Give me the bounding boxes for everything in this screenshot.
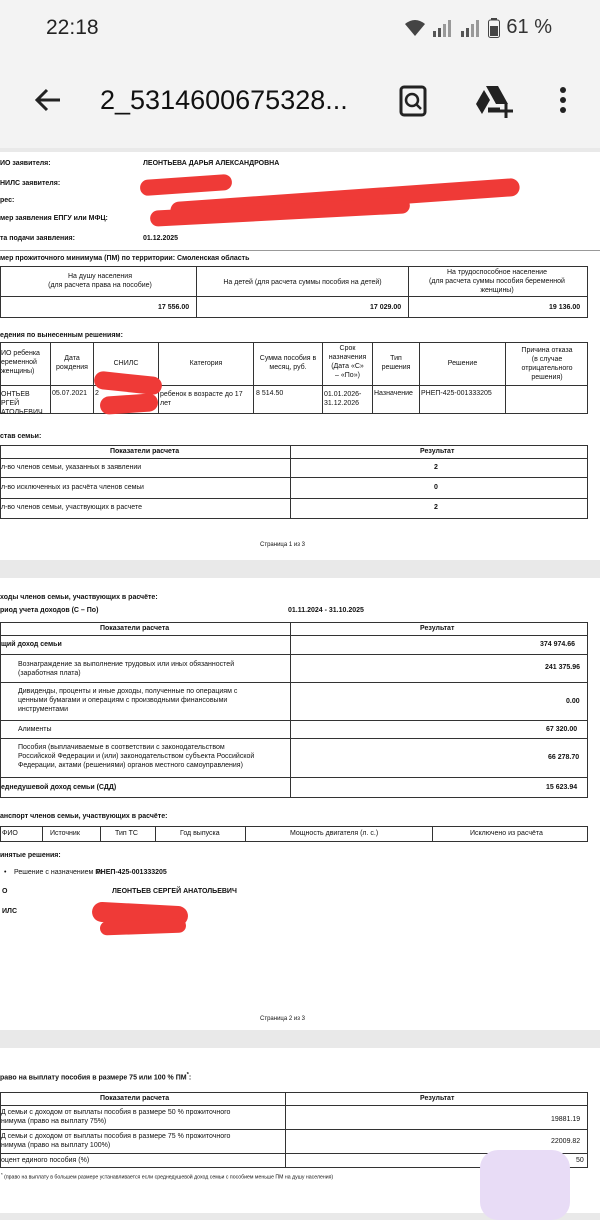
family-row-value: 2 [434,504,438,511]
dec-child-category: ребенок в возрасте до 17 лет [160,391,243,407]
divider [0,738,588,739]
entitlement-row-label: Д семьи с доходом от выплаты пособия в размере 50 % прожиточного нимума (право на выплату 75%) [1,1109,231,1125]
applicant-name-value: ЛЕОНТЬЕВА ДАРЬЯ АЛЕКСАНДРОВНА [143,160,280,167]
page-footer: Страница 2 из 3 [260,1016,305,1022]
divider [50,342,51,414]
redaction-mark [100,919,186,936]
application-number-label: мер заявления ЕПГУ или МФЦ: [0,215,108,222]
redaction-mark [140,174,233,196]
divider [0,1105,588,1106]
signal-icon [432,19,454,37]
family-row-value: 2 [434,464,438,471]
divider [0,458,588,459]
period-value: 01.11.2024 - 31.10.2025 [288,607,364,614]
battery-percent: 61 % [506,16,552,38]
divider [0,720,588,721]
divider [290,445,291,519]
family-row-label: л-во членов семьи, участвующих в расчете [1,504,142,511]
income-header-indicators: Показатели расчета [100,625,170,632]
decision-bullet: • [4,869,7,876]
divider [408,266,409,318]
dec-header-amount: Сумма пособия в месяц, руб. [259,355,317,371]
dec-child-birth: 05.07.2021 [52,390,88,397]
entitlement-header-result: Результат [420,1095,455,1102]
transport-header: Мощность двигателя (л. с.) [290,830,379,837]
dec-header-snils: СНИЛС [113,360,139,367]
income-row-label: Вознаграждение за выполнение трудовых или иных обязанностей (заработная плата) [18,661,235,677]
family-header-result: Результат [420,448,455,455]
battery-icon [488,18,500,38]
entitlement-row-value: 19881.19 [551,1116,581,1123]
snils-label: ИЛС [2,908,17,915]
income-row-label: Алименты [18,726,52,733]
decisions-title: едения по вынесенным решениям: [0,332,123,339]
family-row-label: л-во исключенных из расчёта членов семьи [1,484,144,491]
entitlement-row-value: 22009.82 [551,1138,581,1145]
divider [0,296,588,297]
divider [155,826,156,842]
decisions-title: инятые решения: [0,852,61,859]
divider [0,385,588,386]
application-date-label: та подачи заявления: [0,235,75,242]
pm-header-per-capita: На душу населения (для расчета права на пособие) [48,273,152,289]
income-header-result: Результат [420,625,455,632]
search-document-icon[interactable] [396,84,430,118]
divider [245,826,246,842]
divider [0,250,600,251]
decisions-table [0,342,588,414]
divider [0,1129,588,1130]
dec-child-decision: РНЕП-425-001333205 [421,390,492,397]
divider [0,498,588,499]
divider [505,342,506,414]
dec-child-name: ОНТЬЕВ РГЕЙ АТОЛЬЕВИЧ [1,391,43,416]
address-label: рес: [0,197,15,204]
income-row-label: Дивиденды, проценты и иные доходы, полученные по операциям с ценными бумагами и операциям с производными финансовыми инструментами [18,688,238,713]
dec-child-type: Назначение [374,390,413,397]
back-arrow-icon[interactable] [30,82,66,118]
decision-text: Решение с назначением № [14,869,103,876]
income-row-value: 15 623.94 [546,784,578,791]
pm-value-working: 19 136.00 [549,304,581,311]
more-vert-icon[interactable] [556,84,570,118]
pm-value-per-capita: 17 556.00 [158,304,190,311]
page-footer: Страница 1 из 3 [260,542,305,548]
pm-header-working: На трудоспособное население (для расчета суммы пособия беременной женщины) [429,269,565,294]
dec-header-decision: Решение [447,360,478,367]
fio-value: ЛЕОНТЬЕВ СЕРГЕЙ АНАТОЛЬЕВИЧ [112,888,237,895]
document-title: 2_5314600675328... [100,85,348,115]
applicant-name-label: ИО заявителя: [0,160,51,167]
dec-child-period: 01.01.2026- 31.12.2026 [324,391,362,407]
divider [432,826,433,842]
divider [285,1092,286,1168]
entitlement-title: раво на выплату пособия в размере 75 или 100 % ПМ*: [0,1072,192,1082]
entitlement-row-value: 50 [576,1157,584,1164]
dec-header-category: Категория [189,360,223,367]
dec-header-name: ИО ребенка еременной женщины) [1,350,40,375]
divider [0,777,588,778]
divider [290,622,291,798]
dec-header-reason: Причина отказа (в случае отрицательного решения) [521,347,573,381]
divider [100,826,101,842]
footnote: * (право на выплату в большем размере устанавливается если среднедушевой доход семьи с пособием меньше ПМ на душу населения) [1,1172,334,1181]
family-row-value: 0 [434,484,438,491]
transport-header: Источник [50,830,80,837]
divider [419,342,420,414]
dec-child-amount: 8 514.50 [256,390,284,397]
family-title: став семьи: [0,433,42,440]
dec-child-snils: 2 [95,390,99,397]
transport-header: Год выпуска [180,830,220,837]
pm-title: мер прожиточного минимума (ПМ) по территории: Смоленская область [0,255,250,262]
entitlement-header-indicators: Показатели расчета [100,1095,170,1102]
entitlement-row-label: оцент единого пособия (%) [1,1157,90,1164]
signal-icon-2 [460,19,482,37]
status-icons [404,16,552,39]
status-time: 22:18 [46,16,99,39]
pm-value-children: 17 029.00 [370,304,402,311]
income-row-value: 374 974.66 [540,641,576,648]
divider [0,682,588,683]
fio-label: О [2,888,8,895]
transport-header: Тип ТС [115,830,138,837]
pdf-page-1 [0,152,600,560]
divider [42,826,43,842]
family-row-label: л-во членов семьи, указанных в заявлении [1,464,142,471]
status-bar [0,0,600,56]
entitlement-row-label: Д семьи с доходом от выплаты пособия в размере 75 % прожиточного нимума (право на выплату 100%) [1,1133,231,1149]
divider [322,342,323,414]
income-row-label: щий доход семьи [1,641,62,648]
transport-header: ФИО [2,830,18,837]
dec-header-type: Тип решения [381,355,411,371]
income-title: ходы членов семьи, участвующих в расчёте: [0,594,158,601]
period-label: риод учета доходов (С – По) [0,607,99,614]
income-row-label: Пособия (выплачиваемые в соответствии с законодательством Российской Федерации и (или) законодательством субъекта Российской Федерации, актами (решениями) органов местного самоуправления) [18,744,255,769]
divider [253,342,254,414]
divider [0,477,588,478]
income-row-value: 66 278.70 [548,754,580,761]
floating-action-button[interactable] [480,1150,570,1220]
income-row-label: еднедушевой доход семьи (СДД) [1,784,117,791]
dec-header-birth: Дата рождения [56,355,88,371]
income-row-value: 0.00 [566,698,580,705]
pm-header-children: На детей (для расчета суммы пособия на детей) [223,279,382,286]
applicant-snils-label: НИЛС заявителя: [0,180,61,187]
decision-number: РНЕП-425-001333205 [96,869,167,876]
divider [196,266,197,318]
income-row-value: 67 320.00 [546,726,578,733]
drive-add-icon[interactable] [474,84,514,118]
family-header-indicators: Показатели расчета [110,448,180,455]
income-row-value: 241 375.96 [545,664,581,671]
divider [372,342,373,414]
divider [0,635,588,636]
application-date-value: 01.12.2025 [143,235,179,242]
transport-header: Исключено из расчёта [470,830,543,837]
app-bar [0,56,600,148]
transport-title: анспорт членов семьи, участвующих в расчёте: [0,813,168,820]
pdf-page-2 [0,578,600,1030]
dec-header-period: Срок назначения (Дата «С» – «По») [328,345,367,379]
wifi-icon [404,19,426,37]
divider [0,654,588,655]
